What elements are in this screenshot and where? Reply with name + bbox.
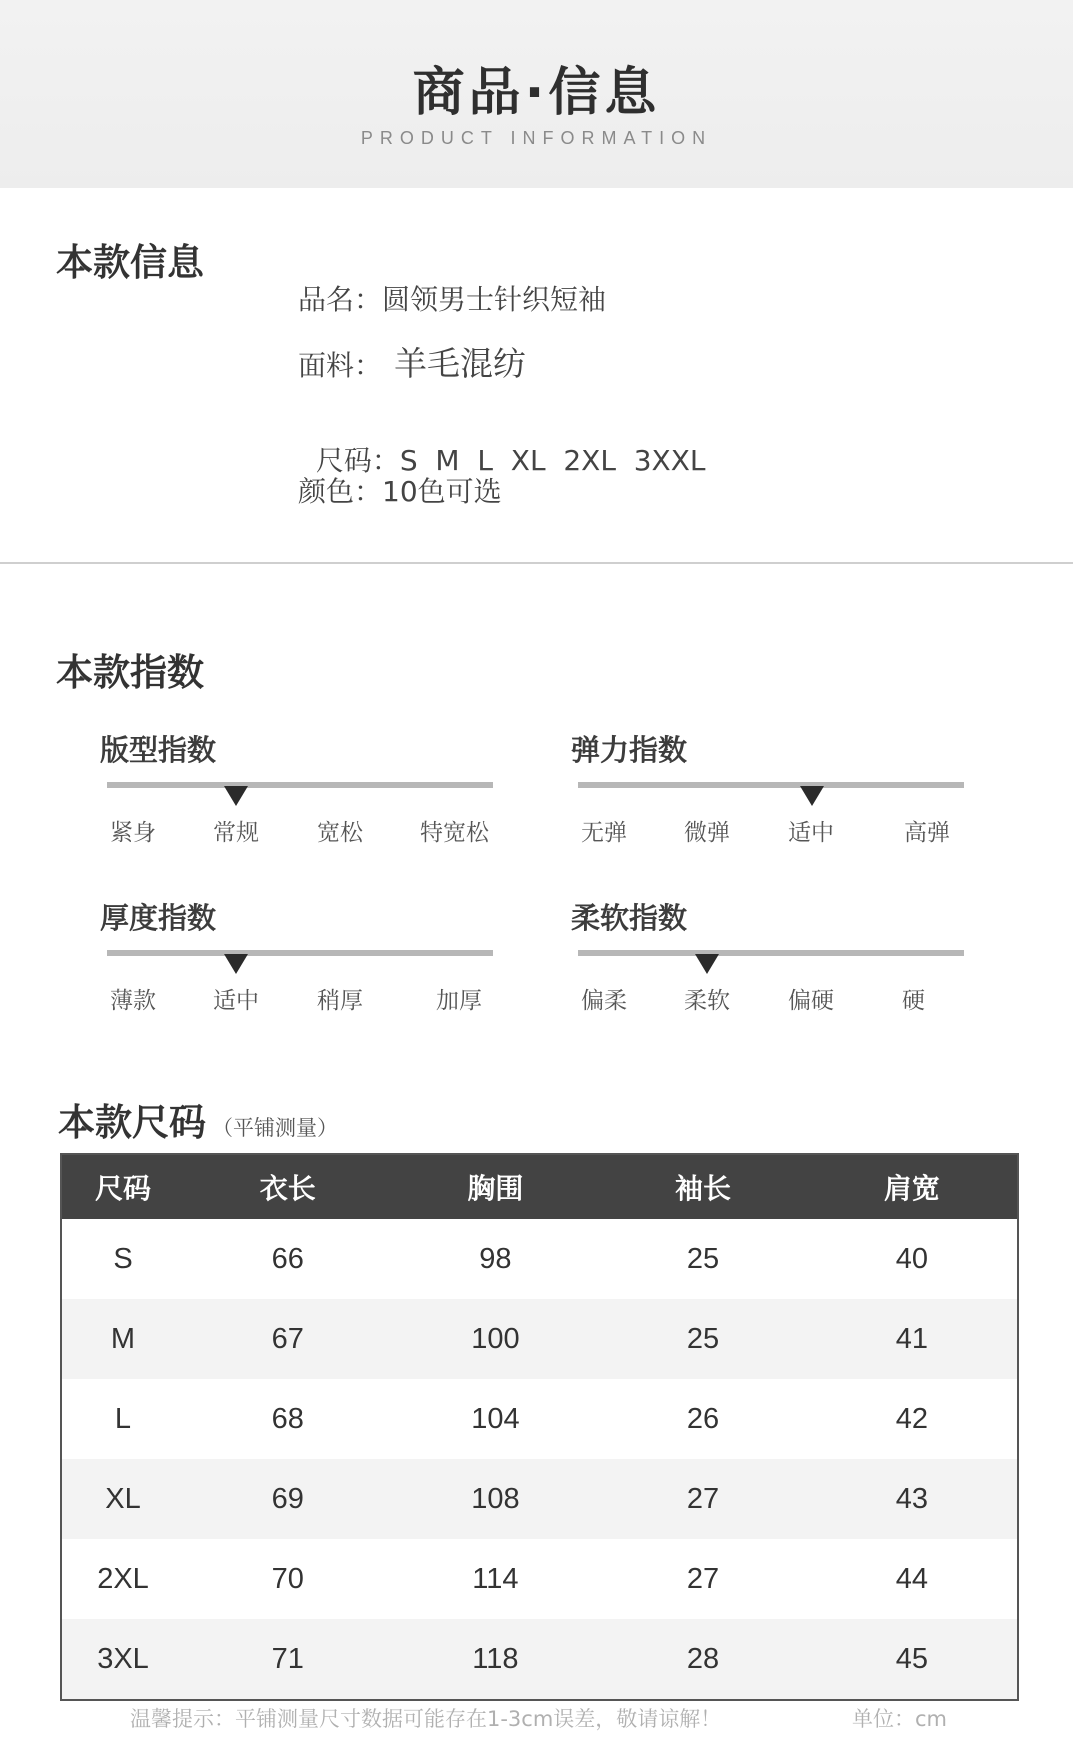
fabric-label: 面料： <box>298 349 383 382</box>
fit-index-label: 紧身 <box>110 820 156 846</box>
info-section-title: 本款信息 <box>56 241 204 284</box>
table-cell: M <box>61 1299 184 1379</box>
thickness-index-marker <box>224 954 248 974</box>
softness-index <box>571 896 971 1026</box>
table-cell: 3XL <box>61 1619 184 1700</box>
fit-index-label: 特宽松 <box>420 820 489 846</box>
softness-index-title: 柔软指数 <box>571 901 688 935</box>
table-cell: 27 <box>599 1459 807 1539</box>
size-table-header-row <box>61 1154 1018 1219</box>
header-cell: 袖长 <box>599 1154 807 1219</box>
table-cell: 118 <box>392 1619 600 1700</box>
table-cell: 27 <box>686 1562 720 1595</box>
table-cell: 108 <box>392 1459 600 1539</box>
table-cell: 25 <box>686 1242 720 1275</box>
table-cell: 44 <box>895 1562 929 1595</box>
softness-index-marker <box>695 954 719 974</box>
page-header <box>0 0 1073 188</box>
size-section-note: （平铺测量） <box>212 1116 338 1140</box>
fit-index-bar <box>107 782 493 788</box>
table-cell: 70 <box>271 1562 304 1595</box>
measurement-tip: 温馨提示：平铺测量尺寸数据可能存在1-3cm误差，敬请谅解！ <box>130 1707 722 1731</box>
name-label: 品名： <box>298 283 383 316</box>
size-section-title <box>58 1092 338 1146</box>
thickness-index-label: 薄款 <box>110 988 156 1014</box>
softness-index-bar <box>578 950 964 956</box>
table-cell: 45 <box>807 1619 1018 1700</box>
table-cell: 2XL <box>97 1562 149 1595</box>
size-value: S M L XL 2XL 3XXL <box>399 444 706 477</box>
color-label: 颜色： <box>298 475 383 508</box>
thickness-index-title: 厚度指数 <box>100 901 217 935</box>
table-cell: 41 <box>807 1299 1018 1379</box>
table-row <box>61 1539 1018 1619</box>
table-cell: XL <box>61 1459 184 1539</box>
header-cell: 衣长 <box>184 1154 392 1219</box>
table-row <box>61 1379 1018 1459</box>
elasticity-index-label: 微弹 <box>684 820 730 846</box>
table-cell: 71 <box>184 1619 392 1700</box>
table-cell: 28 <box>599 1619 807 1700</box>
name-value: 圆领男士针织短袖 <box>382 283 607 316</box>
fabric-value: 羊毛混纺 <box>394 344 527 383</box>
table-row <box>61 1299 1018 1379</box>
fit-index-label: 常规 <box>213 820 259 846</box>
unit-note: 单位：cm <box>852 1707 948 1731</box>
info-size <box>298 406 706 479</box>
section-divider <box>0 562 1073 564</box>
thickness-index-label: 稍厚 <box>317 988 363 1014</box>
info-color <box>298 470 502 510</box>
header-cell: 胸围 <box>392 1154 600 1219</box>
size-table <box>60 1153 1019 1701</box>
thickness-index-bar <box>107 950 493 956</box>
softness-index-label: 偏硬 <box>788 988 834 1014</box>
thickness-index-label: 加厚 <box>436 988 482 1014</box>
table-row <box>61 1619 1018 1700</box>
table-cell: 43 <box>807 1459 1018 1539</box>
elasticity-index-label: 无弹 <box>581 820 627 846</box>
header-subtitle: PRODUCT INFORMATION <box>360 128 713 148</box>
table-cell: 104 <box>471 1402 520 1435</box>
size-section-heading: 本款尺码 <box>58 1101 206 1144</box>
elasticity-index-label: 高弹 <box>904 820 950 846</box>
header-cell: 尺码 <box>61 1154 184 1219</box>
thickness-index-label: 适中 <box>213 988 259 1014</box>
fit-index <box>100 728 500 858</box>
table-cell: 42 <box>895 1402 929 1435</box>
softness-index-label: 柔软 <box>684 988 730 1014</box>
elasticity-index-title: 弹力指数 <box>571 733 688 767</box>
elasticity-index-marker <box>800 786 824 806</box>
table-cell: 40 <box>895 1242 929 1275</box>
elasticity-index <box>571 728 971 858</box>
table-cell: 26 <box>686 1402 720 1435</box>
elasticity-index-label: 适中 <box>788 820 834 846</box>
table-cell: 100 <box>392 1299 600 1379</box>
elasticity-index-bar <box>578 782 964 788</box>
table-cell: 66 <box>271 1242 304 1275</box>
table-cell: L <box>114 1402 132 1435</box>
table-row <box>61 1459 1018 1539</box>
table-cell: 69 <box>184 1459 392 1539</box>
info-name <box>298 278 606 318</box>
softness-index-label: 硬 <box>902 988 925 1014</box>
info-fabric <box>298 338 526 385</box>
table-cell: 68 <box>271 1402 304 1435</box>
thickness-index <box>100 896 500 1026</box>
fit-index-marker <box>224 786 248 806</box>
fit-index-label: 宽松 <box>317 820 363 846</box>
indices-section-title: 本款指数 <box>56 651 204 694</box>
table-row <box>61 1219 1018 1299</box>
table-cell: 25 <box>599 1299 807 1379</box>
header-cell: 肩宽 <box>807 1154 1018 1219</box>
color-value: 10色可选 <box>382 475 502 508</box>
fit-index-title: 版型指数 <box>100 733 217 767</box>
table-cell: S <box>113 1242 133 1275</box>
table-cell: 67 <box>184 1299 392 1379</box>
size-label: 尺码： <box>315 444 400 477</box>
table-cell: 114 <box>472 1562 519 1595</box>
header-title: 商品·信息 <box>412 63 661 123</box>
softness-index-label: 偏柔 <box>581 988 627 1014</box>
table-cell: 98 <box>479 1242 512 1275</box>
